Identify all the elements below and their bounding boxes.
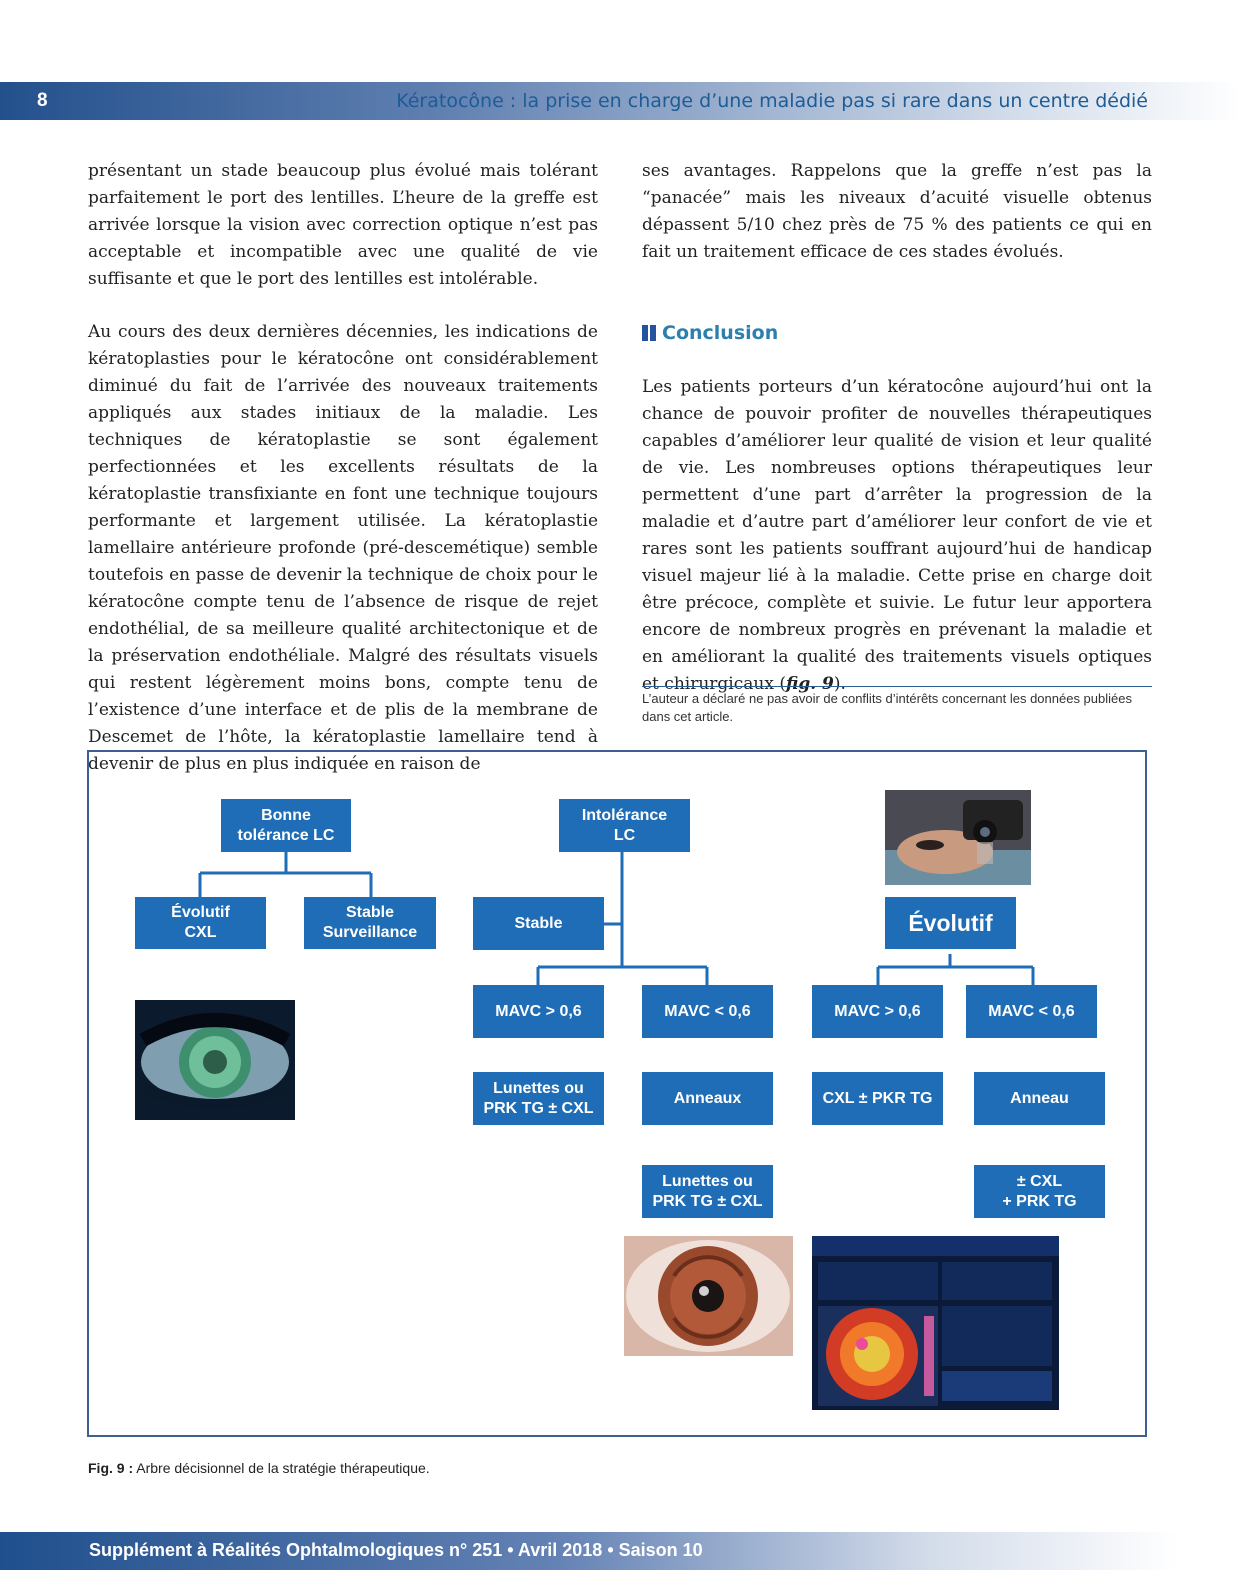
connector-mavc-middle <box>538 967 707 987</box>
conflict-statement: L’auteur a déclaré ne pas avoir de conflits d’intérêts concernant les données publiées dans cet article. <box>642 686 1152 726</box>
figure-reference: fig. 9 <box>785 674 834 694</box>
box-anneau: Anneau <box>974 1072 1105 1125</box>
figure-caption <box>88 1460 430 1476</box>
right-paragraph-1: ses avantages. Rappelons que la greffe n’est pas la “panacée” mais les niveaux d’acuité visuelle obtenus dépassent 5/10 chez près de 75 % des patients ce qui en fait un traitement efficace de ces stades évolués. <box>642 161 1152 262</box>
box-bonne-tolerance: Bonne tolérance LC <box>221 799 351 852</box>
box-mavc-lt-1: MAVC < 0,6 <box>642 985 773 1038</box>
intracorneal-ring-photo <box>624 1236 793 1356</box>
topography-treatment-screen <box>812 1236 1059 1410</box>
running-title: Kératocône : la prise en charge d’une maladie pas si rare dans un centre dédié <box>396 90 1148 112</box>
connector-evolutif <box>878 954 1033 987</box>
box-lunettes-1: Lunettes ou PRK TG ± CXL <box>473 1072 604 1125</box>
box-lunettes-2: Lunettes ou PRK TG ± CXL <box>642 1165 773 1218</box>
box-stable-surveillance: Stable Surveillance <box>304 897 436 949</box>
eye-photo-crosslinking <box>135 1000 295 1120</box>
left-paragraph-1: présentant un stade beaucoup plus évolué mais tolérant parfaitement le port des lentilles. L’heure de la greffe est arrivée lorsque la vision avec correction optique n’est pas acceptable et incompatible avec une qualité de vie suffisante et que le port des lentilles est intolérable. <box>88 161 598 289</box>
box-anneaux: Anneaux <box>642 1072 773 1125</box>
left-paragraph-2: Au cours des deux dernières décennies, les indications de kératoplasties pour le kératocône ont considérablement diminué du fait de l’arrivée des nouveaux traitements appliqués aux stades initiaux de la maladie. Les techniques de kératoplastie se sont également perfectionnées et les excellents résultats de la kératoplastie transfixiante en font une technique toujours performante et largement utilisée. La kératoplastie lamellaire antérieure profonde (pré-descemétique) semble toutefois en passe de devenir la technique de choix pour le kératocône compte tenu de l’absence de risque de rejet endothélial, de sa meilleure qualité architectonique et de la préservation endothéliale. Malgré des résultats visuels qui restent légèrement moins bons, compte tenu de l’existence d’une interface et de plis de la membrane de Descemet de l’hôte, la kératoplastie lamellaire tend à devenir de plus en plus indiquée en raison de <box>88 322 598 774</box>
page-number: 8 <box>37 90 48 111</box>
conclusion-text: Les patients porteurs d’un kératocône aujourd’hui ont la chance de pouvoir profiter de nouvelles thérapeutiques capables d’améliorer leur qualité de vision et leur qualité de vie. Les nombreuses options thérapeutiques leur permettent d’une part d’arrêter la progression de la maladie et d’autre part d’améliorer leur confort de vie et rares sont les patients souffrant aujourd’hui de handicap visuel majeur lié à la maladie. Cette prise en charge doit être précoce, complète et suivie. Le futur leur apportera encore de nombreux progrès en prévenant la maladie et en améliorant la qualité des traitements visuels optiques et chirurgicaux ( <box>642 377 1152 694</box>
figure-caption-text: Arbre décisionnel de la stratégie thérapeutique. <box>133 1460 430 1476</box>
box-evolutif: Évolutif <box>885 897 1016 949</box>
box-mavc-gt-1: MAVC > 0,6 <box>473 985 604 1038</box>
figure-caption-label: Fig. 9 : <box>88 1460 134 1476</box>
box-intolerance: Intolérance LC <box>559 799 690 852</box>
section-heading-text: Conclusion <box>662 321 779 344</box>
conclusion-end: ). <box>833 674 846 694</box>
box-mavc-gt-2: MAVC > 0,6 <box>812 985 943 1038</box>
connector-bonne-tolerance <box>200 847 371 902</box>
box-mavc-lt-2: MAVC < 0,6 <box>966 985 1097 1038</box>
footer-text: Supplément à Réalités Ophtalmologiques n° 251 • Avril 2018 • Saison 10 <box>89 1540 703 1560</box>
box-stable: Stable <box>473 897 604 950</box>
crosslinking-procedure-photo <box>885 790 1031 885</box>
box-cxl-pkr: CXL ± PKR TG <box>812 1072 943 1125</box>
box-evolutif-cxl: Évolutif CXL <box>135 897 266 949</box>
box-cxl-prk: ± CXL + PRK TG <box>974 1165 1105 1218</box>
